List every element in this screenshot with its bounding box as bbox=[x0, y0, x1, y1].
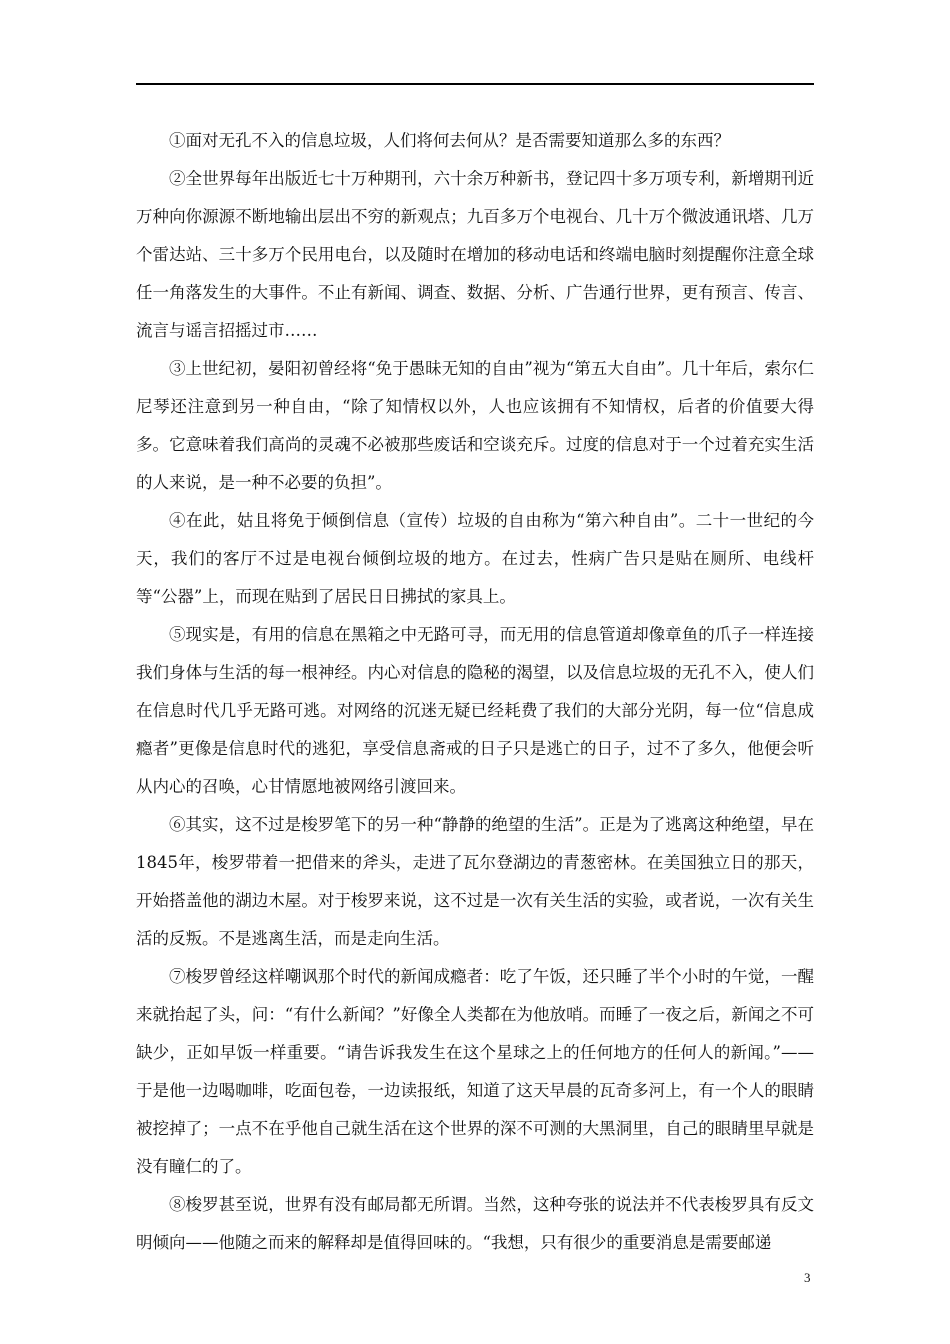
paragraph-4: ④在此，姑且将免于倾倒信息（宣传）垃圾的自由称为“第六种自由”。二十一世纪的今天，我们的客厅不过是电视台倾倒垃圾的地方。在过去，性病广告只是贴在厕所、电线杆等“公器”上，而现在贴到了居民日日拂拭的家具上。 bbox=[136, 511, 814, 606]
article-body bbox=[136, 122, 814, 1262]
header-rule bbox=[136, 83, 814, 85]
paragraph-7: ⑦梭罗曾经这样嘲讽那个时代的新闻成瘾者：吃了午饭，还只睡了半个小时的午觉，一醒来就抬起了头，问：“有什么新闻？”好像全人类都在为他放哨。而睡了一夜之后，新闻之不可缺少，正如早饭一样重要。“请告诉我发生在这个星球之上的任何地方的任何人的新闻。”——于是他一边喝咖啡，吃面包卷，一边读报纸，知道了这天早晨的瓦奇多河上，有一个人的眼睛被挖掉了；一点不在乎他自己就生活在这个世界的深不可测的大黑洞里，自己的眼睛里早就是没有瞳仁的了。 bbox=[136, 967, 814, 1176]
paragraph-8: ⑧梭罗甚至说，世界有没有邮局都无所谓。当然，这种夸张的说法并不代表梭罗具有反文明倾向——他随之而来的解释却是值得回味的。“我想，只有很少的重要消息是需要邮递 bbox=[136, 1195, 814, 1252]
paragraph-1: ①面对无孔不入的信息垃圾，人们将何去何从？是否需要知道那么多的东西？ bbox=[169, 131, 730, 150]
paragraph-2: ②全世界每年出版近七十万种期刊，六十余万种新书，登记四十多万项专利，新增期刊近万种向你源源不断地输出层出不穷的新观点；九百多万个电视台、几十万个微波通讯塔、几万个雷达站、三十多万个民用电台，以及随时在增加的移动电话和终端电脑时刻提醒你注意全球任一角落发生的大事件。不止有新闻、调查、数据、分析、广告通行世界，更有预言、传言、流言与谣言招摇过市…… bbox=[136, 169, 814, 340]
paragraph-5: ⑤现实是，有用的信息在黑箱之中无路可寻，而无用的信息管道却像章鱼的爪子一样连接我们身体与生活的每一根神经。内心对信息的隐秘的渴望，以及信息垃圾的无孔不入，使人们在信息时代几乎无路可逃。对网络的沉迷无疑已经耗费了我们的大部分光阴，每一位“信息成瘾者”更像是信息时代的逃犯，享受信息斋戒的日子只是逃亡的日子，过不了多久，他便会听从内心的召唤，心甘情愿地被网络引渡回来。 bbox=[136, 625, 814, 796]
page-number: 3 bbox=[804, 1270, 811, 1285]
paragraph-3: ③上世纪初，晏阳初曾经将“免于愚昧无知的自由”视为“第五大自由”。几十年后，索尔仁尼琴还注意到另一种自由，“除了知情权以外，人也应该拥有不知情权，后者的价值要大得多。它意味着我们高尚的灵魂不必被那些废话和空谈充斥。过度的信息对于一个过着充实生活的人来说，是一种不必要的负担”。 bbox=[136, 359, 814, 492]
paragraph-6: ⑥其实，这不过是梭罗笔下的另一种“静静的绝望的生活”。正是为了逃离这种绝望，早在1845年，梭罗带着一把借来的斧头，走进了瓦尔登湖边的青葱密林。在美国独立日的那天，开始搭盖他的湖边木屋。对于梭罗来说，这不过是一次有关生活的实验，或者说，一次有关生活的反叛。不是逃离生活，而是走向生活。 bbox=[136, 815, 814, 948]
